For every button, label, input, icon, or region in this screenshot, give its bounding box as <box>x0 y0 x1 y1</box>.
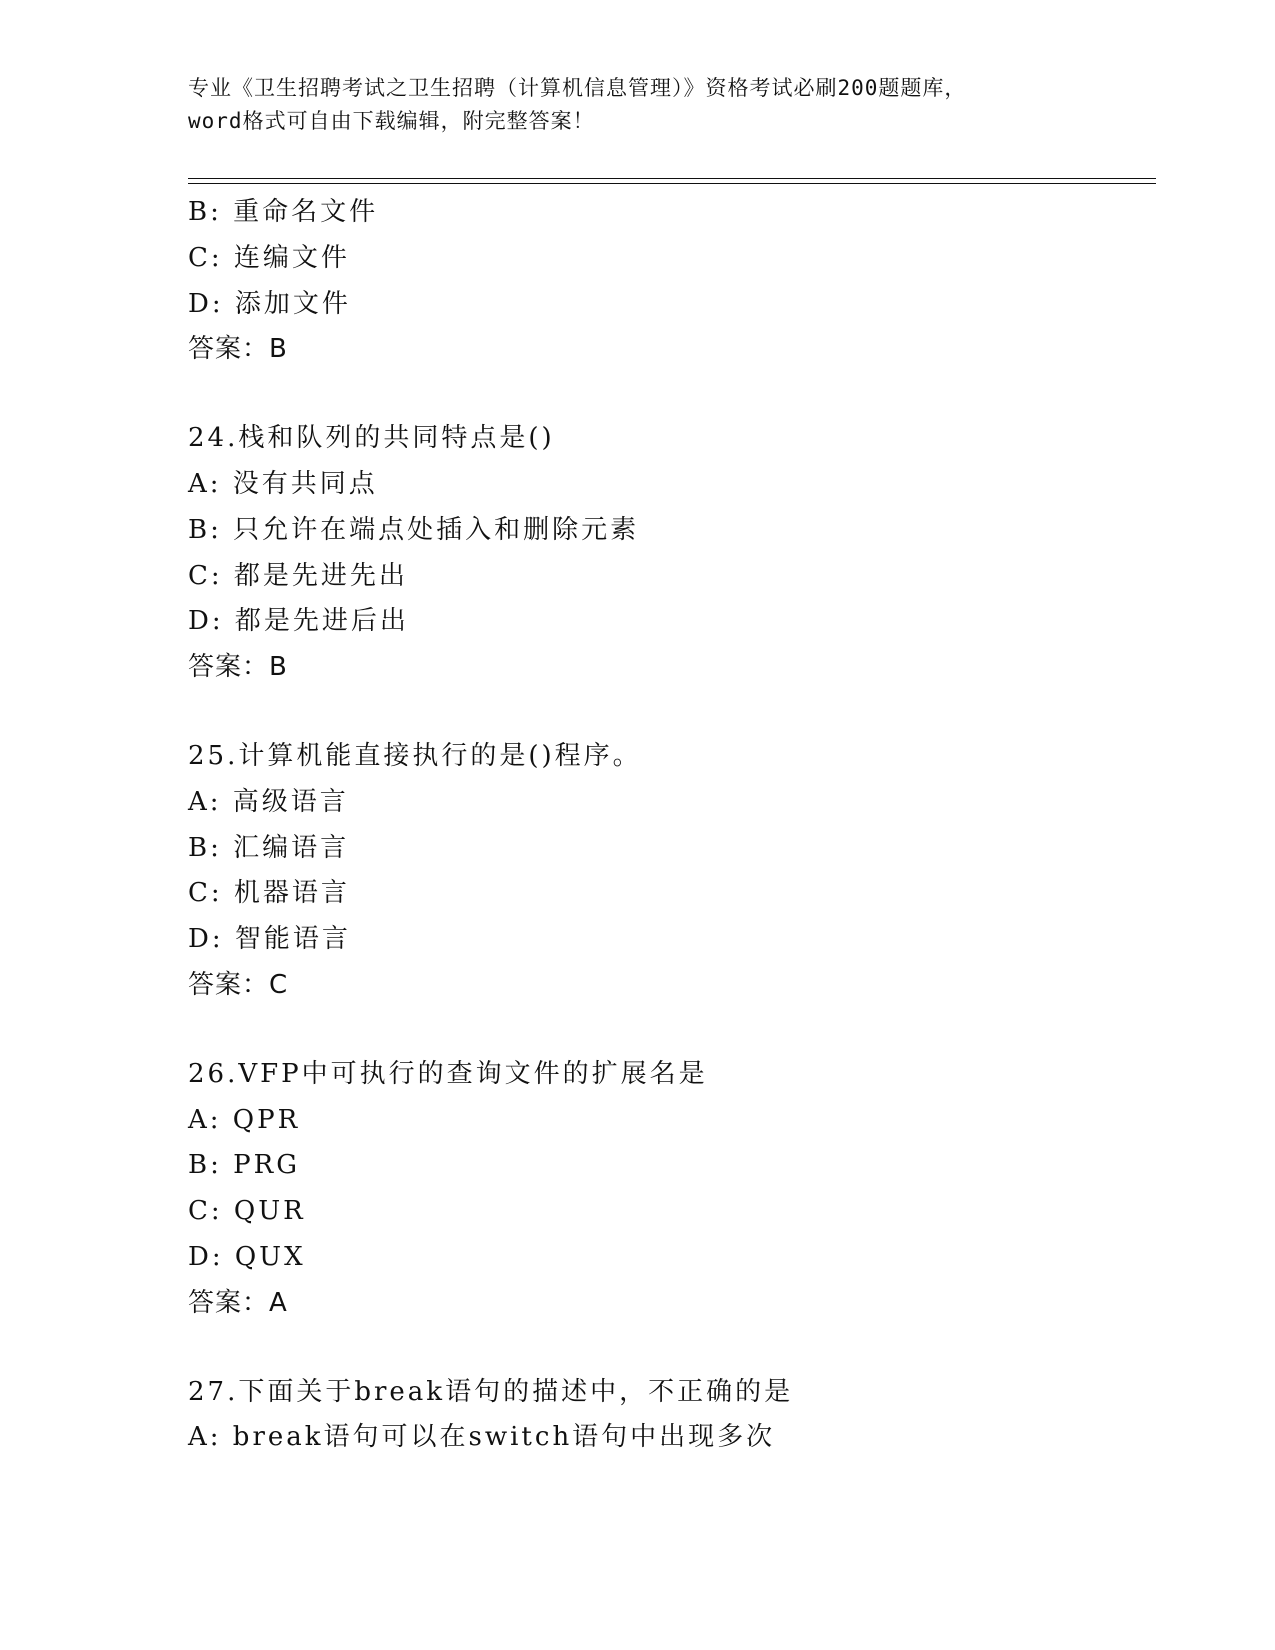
option-b: B: 重命名文件 <box>188 197 379 227</box>
question-25 <box>188 734 1148 1009</box>
option-b: B: PRG <box>188 1150 300 1181</box>
question-stem: 26.VFP中可执行的查询文件的扩展名是 <box>188 1058 708 1089</box>
answer-line: 答案：B <box>188 652 288 683</box>
header-line-2: word格式可自由下载编辑，附完整答案！ <box>188 109 595 133</box>
option-d: D: QUX <box>188 1241 306 1272</box>
option-d: D: 都是先进后出 <box>188 606 409 637</box>
option-a: A: 高级语言 <box>188 786 349 817</box>
question-26 <box>188 1052 1148 1327</box>
option-c: C: 连编文件 <box>188 242 350 273</box>
question-list <box>188 190 1148 1461</box>
header-divider-bottom <box>188 183 1156 184</box>
option-c: C: QUR <box>188 1196 306 1227</box>
question-stem: 24.栈和队列的共同特点是() <box>188 423 555 454</box>
option-b: B: 只允许在端点处插入和删除元素 <box>188 514 640 545</box>
header-line-1: 专业《卫生招聘考试之卫生招聘（计算机信息管理）》资格考试必刷200题题库， <box>188 76 967 100</box>
option-d: D: 添加文件 <box>188 288 351 319</box>
question-stem: 25.计算机能直接执行的是()程序。 <box>188 740 642 771</box>
option-a: A: break语句可以在switch语句中出现多次 <box>188 1422 776 1453</box>
answer-line: 答案：C <box>188 969 289 1000</box>
option-a: A: 没有共同点 <box>188 468 378 499</box>
option-b: B: 汇编语言 <box>188 832 350 863</box>
question-27 <box>188 1370 1148 1462</box>
question-stem: 27.下面关于break语句的描述中，不正确的是 <box>188 1376 794 1407</box>
option-c: C: 都是先进先出 <box>188 560 408 591</box>
option-c: C: 机器语言 <box>188 878 350 909</box>
header-divider-top <box>188 178 1156 179</box>
option-a: A: QPR <box>188 1104 301 1135</box>
answer-line: 答案：B <box>188 334 288 365</box>
option-d: D: 智能语言 <box>188 924 351 955</box>
question-23-continued <box>188 190 1148 373</box>
document-header <box>188 72 1088 138</box>
question-24 <box>188 416 1148 691</box>
answer-line: 答案：A <box>188 1287 288 1318</box>
